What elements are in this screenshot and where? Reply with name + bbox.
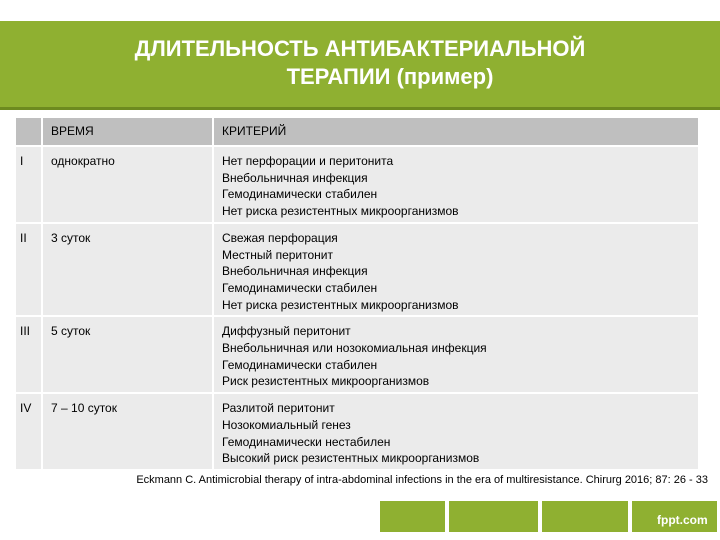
footer-block — [380, 501, 445, 532]
criteria-line: Нет риска резистентных микроорганизмов — [222, 204, 459, 219]
header-cell-num — [16, 118, 42, 146]
row-criteria — [213, 146, 699, 223]
row-number: IV — [16, 393, 42, 470]
criteria-line: Свежая перфорация — [222, 230, 338, 245]
criteria-line: Высокий риск резистентных микроорганизмов — [222, 451, 480, 466]
criteria-line: Гемодинамически стабилен — [222, 357, 378, 372]
row-time: 7 – 10 суток — [42, 393, 213, 470]
header-cell-criteria: КРИТЕРИЙ — [213, 118, 699, 146]
brand-logo-text: fppt.com — [657, 513, 708, 527]
table-header-row — [16, 118, 699, 146]
footer-block — [449, 501, 538, 532]
slide-title-line-1: ДЛИТЕЛЬНОСТЬ АНТИБАКТЕРИАЛЬНОЙ — [134, 36, 586, 61]
criteria-line: Внебольничная инфекция — [222, 170, 368, 185]
criteria-line: Риск резистентных микроорганизмов — [222, 374, 430, 389]
table-row — [16, 393, 699, 470]
table-row — [16, 223, 699, 317]
row-number: I — [16, 146, 42, 223]
criteria-line: Местный перитонит — [222, 247, 333, 262]
criteria-line: Нет перфорации и перитонита — [222, 154, 394, 168]
row-time: однократно — [42, 146, 213, 223]
citation-text: Eckmann C. Antimicrobial therapy of intra-abdominal infections in the era of multiresistance. Chirurg 2016; 87: 26 - 33 — [136, 474, 708, 486]
table-row — [16, 146, 699, 223]
criteria-line: Нозокомиальный генез — [222, 417, 351, 432]
row-number: II — [16, 223, 42, 317]
row-criteria — [213, 393, 699, 470]
therapy-duration-table — [16, 118, 700, 471]
title-bar — [0, 21, 720, 110]
criteria-line: Нет риска резистентных микроорганизмов — [222, 297, 459, 312]
slide-title — [0, 35, 720, 91]
row-time: 5 суток — [42, 316, 213, 393]
criteria-line: Гемодинамически стабилен — [222, 187, 378, 202]
criteria-line: Диффузный перитонит — [222, 324, 351, 339]
header-cell-time: ВРЕМЯ — [42, 118, 213, 146]
criteria-line: Гемодинамически нестабилен — [222, 434, 391, 449]
footer-block — [542, 501, 628, 532]
slide-title-line-2: ТЕРАПИИ (пример) — [286, 64, 494, 89]
table-row — [16, 316, 699, 393]
row-number: III — [16, 316, 42, 393]
row-criteria — [213, 316, 699, 393]
criteria-line: Разлитой перитонит — [222, 401, 335, 416]
criteria-line: Гемодинамически стабилен — [222, 280, 378, 295]
row-criteria — [213, 223, 699, 317]
row-time: 3 суток — [42, 223, 213, 317]
criteria-line: Внебольничная или нозокомиальная инфекция — [222, 341, 487, 356]
criteria-line: Внебольничная инфекция — [222, 264, 368, 279]
